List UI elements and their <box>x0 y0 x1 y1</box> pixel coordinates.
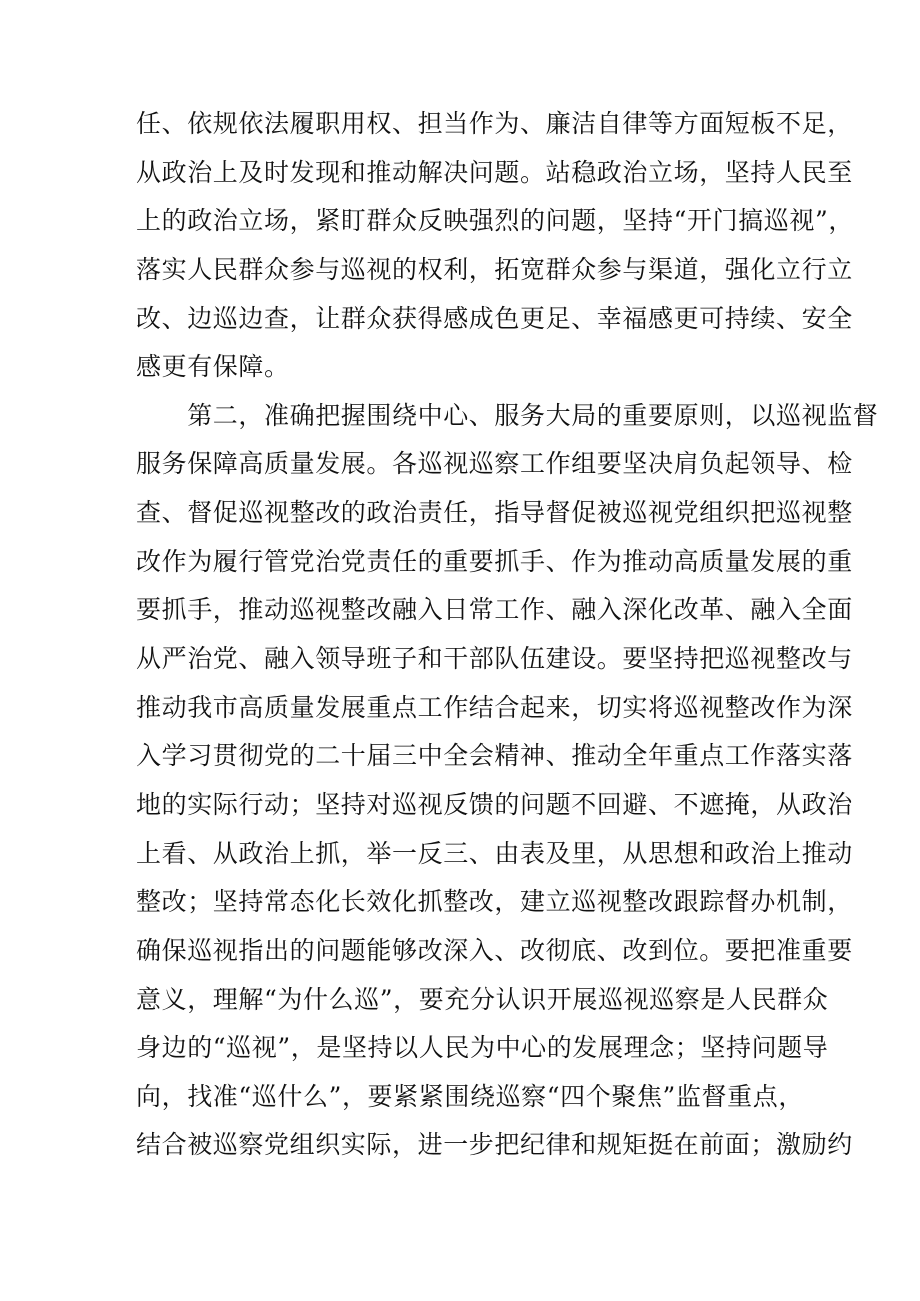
text-line: 改作为履行管党治党责任的重要抓手、作为推动高质量发展的重 <box>136 546 853 576</box>
text-line: 从严治党、融入领导班子和干部队伍建设。要坚持把巡视整改与 <box>136 644 853 674</box>
text-line: 结合被巡察党组织实际，进一步把纪律和规矩挺在前面；激励约 <box>136 1130 853 1160</box>
text-line: 改、边巡边查，让群众获得感成色更足、幸福感更可持续、安全 <box>136 303 853 333</box>
text-line: 上看、从政治上抓，举一反三、由表及里，从思想和政治上推动 <box>136 838 853 868</box>
text-line: 从政治上及时发现和推动解决问题。站稳政治立场，坚持人民至 <box>136 157 853 187</box>
text-line: 身边的“巡视”，是坚持以人民为中心的发展理念；坚持问题导 <box>136 1033 829 1063</box>
text-line: 要抓手，推动巡视整改融入日常工作、融入深化改革、融入全面 <box>136 595 853 625</box>
text-line: 第二，准确把握围绕中心、服务大局的重要原则，以巡视监督 <box>136 400 879 430</box>
text-line: 确保巡视指出的问题能够改深入、改彻底、改到位。要把准重要 <box>136 935 853 965</box>
text-line: 整改；坚持常态化长效化抓整改，建立巡视整改跟踪督办机制， <box>136 887 853 917</box>
text-line: 地的实际行动；坚持对巡视反馈的问题不回避、不遮掩，从政治 <box>136 789 853 819</box>
text-line: 感更有保障。 <box>136 352 290 382</box>
text-line: 服务保障高质量发展。各巡视巡察工作组要坚决肩负起领导、检 <box>136 449 853 479</box>
paragraph-1 <box>136 100 854 392</box>
document-body <box>136 100 879 1170</box>
text-line: 意义，理解“为什么巡”，要充分认识开展巡视巡察是人民群众 <box>136 984 829 1014</box>
paragraph-2 <box>136 392 879 1170</box>
text-line: 推动我市高质量发展重点工作结合起来，切实将巡视整改作为深 <box>136 692 853 722</box>
text-line: 落实人民群众参与巡视的权利，拓宽群众参与渠道，强化立行立 <box>136 254 853 284</box>
text-line: 上的政治立场，紧盯群众反映强烈的问题，坚持“开门搞巡视”， <box>136 206 854 236</box>
text-line: 任、依规依法履职用权、担当作为、廉洁自律等方面短板不足， <box>136 109 853 138</box>
text-line: 入学习贯彻党的二十届三中全会精神、推动全年重点工作落实落 <box>136 741 853 771</box>
text-line: 向，找准“巡什么”，要紧紧围绕巡察“四个聚焦”监督重点， <box>136 1081 804 1111</box>
text-line: 查、督促巡视整改的政治责任，指导督促被巡视党组织把巡视整 <box>136 498 853 528</box>
